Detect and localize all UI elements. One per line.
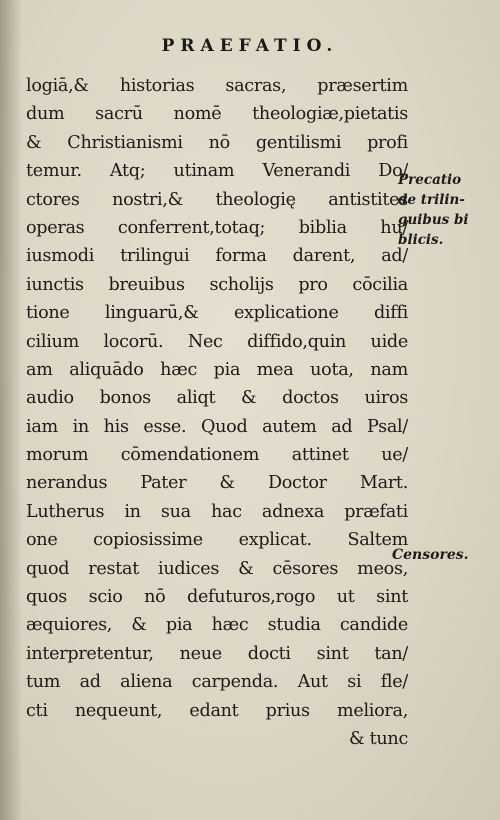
text-line: æquiores, & pia hæc studia candide xyxy=(26,615,408,636)
marginal-note-line: Precatio xyxy=(398,172,462,188)
spine-shadow xyxy=(0,0,22,820)
text-line: audio bonos aliqt & doctos uiros xyxy=(26,388,408,409)
text-line: interpretentur, neue docti sint tan/ xyxy=(26,643,408,664)
text-line: iusmodi trilingui forma darent, ad/ xyxy=(26,246,408,267)
text-line: dum sacrū nomē theologiæ,pietatis xyxy=(26,104,408,125)
text-line: ctores nostri,& theologię antistites xyxy=(26,189,408,210)
text-line: temur. Atq; utinam Venerandi Do/ xyxy=(26,161,408,182)
text-line: tione linguarū,& explicatione diffi xyxy=(26,303,408,324)
body-text xyxy=(26,72,408,753)
text-line: quos scio nō defuturos,rogo ut sint xyxy=(26,587,408,608)
text-line: cti nequeunt, edant prius meliora, xyxy=(26,700,408,721)
text-line: iam in his esse. Quod autem ad Psal/ xyxy=(26,416,408,437)
text-line: am aliquādo hæc pia mea uota, nam xyxy=(26,359,408,380)
text-line: cilium locorū. Nec diffido,quin uide xyxy=(26,331,408,352)
running-head: PRAEFATIO. xyxy=(161,36,339,56)
text-line: & tunc xyxy=(348,728,408,749)
text-line: nerandus Pater & Doctor Mart. xyxy=(26,473,408,494)
marginal-note-line: blicis. xyxy=(398,232,444,248)
text-line: morum cōmendationem attinet ue/ xyxy=(26,445,408,466)
text-line: tum ad aliena carpenda. Aut si fle/ xyxy=(26,672,408,693)
marginal-note-censores xyxy=(392,545,496,565)
text-line: one copiosissime explicat. Saltem xyxy=(26,530,408,551)
text-line: logiā,& historias sacras, præsertim xyxy=(26,76,408,96)
text-line: iunctis breuibus scholijs pro cōcilia xyxy=(26,274,408,295)
marginal-note-precatio xyxy=(398,170,494,250)
marginal-note-line: guibus bi xyxy=(398,212,469,228)
marginal-note-line: Censores. xyxy=(392,547,469,563)
marginal-note-line: de trilin- xyxy=(398,192,465,208)
text-line: & Christianismi nō gentilismi profi xyxy=(26,132,408,153)
text-line: operas conferrent,totaq; biblia hu/ xyxy=(26,217,408,238)
text-line: quod restat iudices & cēsores meos, xyxy=(26,558,408,579)
text-line: Lutherus in sua hac adnexa præfati xyxy=(26,501,408,522)
